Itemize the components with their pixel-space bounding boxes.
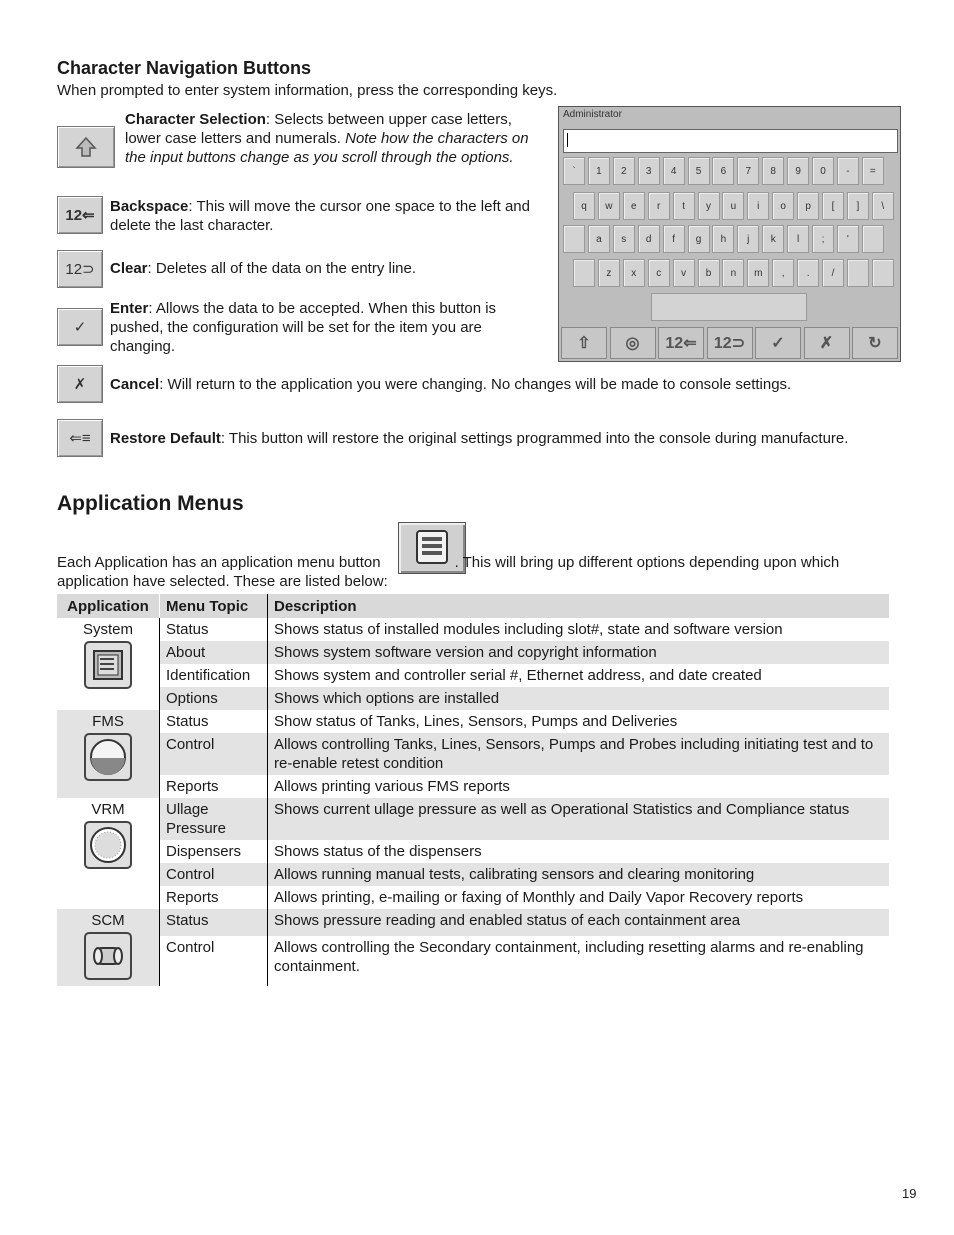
button-text: : Deletes all of the data on the entry line. bbox=[147, 260, 417, 277]
key[interactable]: 0 bbox=[812, 157, 834, 185]
table-row bbox=[57, 664, 889, 687]
table-row bbox=[57, 936, 889, 986]
table-row bbox=[57, 687, 889, 710]
clear-icon[interactable]: 12⊃ bbox=[707, 327, 753, 359]
enter-desc bbox=[110, 299, 530, 356]
key[interactable]: b bbox=[698, 259, 720, 287]
button-text: : This button will restore the original settings programmed into the console during manufacture. bbox=[220, 430, 849, 447]
button-text: : This will move the cursor one space to the left and delete the last character. bbox=[110, 198, 530, 234]
table-row bbox=[57, 710, 889, 733]
key[interactable]: v bbox=[673, 259, 695, 287]
key[interactable]: u bbox=[722, 192, 744, 220]
button-note: Note how the characters on the input buttons change as you scroll through the options. bbox=[125, 130, 529, 166]
table-row bbox=[57, 798, 889, 840]
menu-description: Shows system software version and copyright information bbox=[268, 641, 890, 664]
clear-icon: 12⊃ bbox=[65, 261, 95, 278]
application-cell bbox=[57, 909, 160, 986]
button-text: : Selects between upper case letters, lower case letters and numerals. bbox=[125, 111, 512, 147]
button-label: Enter bbox=[110, 300, 149, 317]
menu-topic: Status bbox=[160, 710, 268, 733]
restore-default-button[interactable] bbox=[57, 419, 103, 457]
entry-line-input[interactable] bbox=[563, 129, 898, 153]
key[interactable]: w bbox=[598, 192, 620, 220]
keyboard-title: Administrator bbox=[563, 109, 622, 120]
button-text: : Will return to the application you were changing. No changes will be made to console settings. bbox=[159, 376, 792, 393]
menu-description: Shows which options are installed bbox=[268, 687, 890, 710]
table-body bbox=[57, 618, 889, 986]
section-title-navigation: Character Navigation Buttons bbox=[57, 58, 312, 78]
cancel-desc bbox=[110, 375, 910, 394]
button-label: Character Selection bbox=[125, 111, 266, 128]
menu-topic: Control bbox=[160, 936, 268, 986]
key[interactable]: t bbox=[673, 192, 695, 220]
menu-topic: Ullage Pressure bbox=[160, 798, 268, 840]
space-key[interactable] bbox=[651, 293, 807, 321]
column-header: Application bbox=[57, 594, 160, 618]
key[interactable]: 8 bbox=[762, 157, 784, 185]
key[interactable]: = bbox=[862, 157, 884, 185]
up-arrow-icon bbox=[74, 135, 98, 159]
key[interactable]: [ bbox=[822, 192, 844, 220]
key[interactable]: ` bbox=[563, 157, 585, 185]
table-row bbox=[57, 840, 889, 863]
key[interactable]: e bbox=[623, 192, 645, 220]
menu-topic: Status bbox=[160, 909, 268, 936]
menu-topic: Reports bbox=[160, 775, 268, 798]
page-number: 19 bbox=[902, 1186, 917, 1201]
key[interactable]: , bbox=[772, 259, 794, 287]
menu-topic: Control bbox=[160, 863, 268, 886]
menu-topic: About bbox=[160, 641, 268, 664]
tank-level-icon bbox=[84, 733, 132, 781]
key[interactable]: p bbox=[797, 192, 819, 220]
cancel-icon[interactable]: ✗ bbox=[804, 327, 850, 359]
section-title-application-menus: Application Menus bbox=[57, 492, 244, 515]
menu-description: Allows printing, e-mailing or faxing of Monthly and Daily Vapor Recovery reports bbox=[274, 889, 804, 906]
backspace-desc bbox=[110, 197, 540, 235]
menu-topic: Dispensers bbox=[160, 840, 268, 863]
key[interactable] bbox=[847, 259, 869, 287]
key[interactable]: / bbox=[822, 259, 844, 287]
key[interactable]: ' bbox=[837, 225, 859, 253]
key[interactable]: q bbox=[573, 192, 595, 220]
clear-button[interactable] bbox=[57, 250, 103, 288]
key[interactable]: m bbox=[747, 259, 769, 287]
key[interactable]: 1 bbox=[588, 157, 610, 185]
application-name: SCM bbox=[91, 912, 125, 929]
table-row bbox=[57, 886, 889, 909]
menu-topic: Status bbox=[160, 618, 268, 641]
key[interactable]: f bbox=[663, 225, 685, 253]
key[interactable]: 2 bbox=[613, 157, 635, 185]
key[interactable]: ; bbox=[812, 225, 834, 253]
application-name: FMS bbox=[92, 713, 124, 730]
table-row bbox=[57, 641, 889, 664]
menu-description: Allows running manual tests, calibrating sensors and clearing monitoring bbox=[268, 863, 890, 886]
key[interactable]: a bbox=[588, 225, 610, 253]
backspace-icon[interactable]: 12⇐ bbox=[658, 327, 704, 359]
menu-topic: Reports bbox=[160, 886, 268, 909]
backspace-button[interactable] bbox=[57, 196, 103, 234]
key[interactable]: - bbox=[837, 157, 859, 185]
system-monitor-icon bbox=[84, 641, 132, 689]
restore-default-icon: ⇐≡ bbox=[69, 430, 91, 447]
section-intro: When prompted to enter system information, press the corresponding keys. bbox=[57, 82, 558, 99]
menu-description: Shows status of the dispensers bbox=[274, 843, 482, 860]
menu-description: Show status of Tanks, Lines, Sensors, Pumps and Deliveries bbox=[274, 713, 678, 730]
button-text: : Allows the data to be accepted. When this button is pushed, the configuration will be set for the item you are changing. bbox=[110, 300, 497, 355]
keyboard-panel bbox=[558, 106, 901, 362]
para-before: Each Application has an application menu button bbox=[57, 554, 381, 571]
cancel-button[interactable] bbox=[57, 365, 103, 403]
restore-icon[interactable]: ↻ bbox=[852, 327, 898, 359]
button-label: Restore Default bbox=[110, 430, 221, 447]
clear-desc bbox=[110, 259, 540, 278]
key[interactable]: x bbox=[623, 259, 645, 287]
para-after: . This will bring up different options depending upon which application have selected. These are listed below: bbox=[57, 554, 840, 590]
menu-description: Shows system and controller serial #, Ethernet address, and date created bbox=[274, 667, 762, 684]
cancel-icon: ✗ bbox=[73, 376, 87, 393]
key[interactable]: z bbox=[598, 259, 620, 287]
table-row bbox=[57, 909, 889, 936]
check-icon[interactable]: ✓ bbox=[755, 327, 801, 359]
key[interactable] bbox=[573, 259, 595, 287]
key[interactable]: \ bbox=[872, 192, 894, 220]
key[interactable]: 4 bbox=[663, 157, 685, 185]
key[interactable]: 9 bbox=[787, 157, 809, 185]
table-header-row bbox=[57, 594, 889, 618]
application-cell bbox=[57, 710, 160, 798]
menu-description: Shows pressure reading and enabled status of each containment area bbox=[268, 909, 890, 936]
column-header: Menu Topic bbox=[160, 594, 268, 618]
key[interactable]: n bbox=[722, 259, 744, 287]
key[interactable]: j bbox=[737, 225, 759, 253]
backspace-icon: 12⇐ bbox=[65, 207, 95, 224]
character-selection-desc bbox=[125, 110, 535, 167]
menu-topic: Identification bbox=[160, 664, 268, 687]
restore-default-desc bbox=[110, 429, 930, 448]
menu-description: Shows current ullage pressure as well as Operational Statistics and Compliance status bbox=[268, 798, 890, 840]
key[interactable]: h bbox=[712, 225, 734, 253]
menu-description: Allows controlling the Secondary containment, including resetting alarms and re-enabling containment. bbox=[274, 939, 864, 976]
key[interactable]: o bbox=[772, 192, 794, 220]
table-row bbox=[57, 775, 889, 798]
character-selection-button[interactable] bbox=[57, 126, 115, 168]
containment-pipe-icon bbox=[84, 932, 132, 980]
key[interactable]: g bbox=[688, 225, 710, 253]
menu-description: Allows controlling Tanks, Lines, Sensors, Pumps and Probes including initiating test and to re-enable retest condition bbox=[268, 733, 890, 775]
application-name: System bbox=[82, 621, 133, 638]
enter-button[interactable] bbox=[57, 308, 103, 346]
key[interactable]: r bbox=[648, 192, 670, 220]
menu-topic: Options bbox=[160, 687, 268, 710]
key[interactable]: 6 bbox=[712, 157, 734, 185]
key[interactable]: i bbox=[747, 192, 769, 220]
key[interactable]: d bbox=[638, 225, 660, 253]
key[interactable]: c bbox=[648, 259, 670, 287]
application-cell bbox=[57, 618, 160, 710]
application-name: VRM bbox=[91, 801, 125, 818]
button-label: Clear bbox=[110, 260, 148, 277]
table-row bbox=[57, 618, 889, 641]
key[interactable]: k bbox=[762, 225, 784, 253]
table-row bbox=[57, 863, 889, 886]
key[interactable]: y bbox=[698, 192, 720, 220]
key[interactable] bbox=[563, 225, 585, 253]
key[interactable]: ] bbox=[847, 192, 869, 220]
button-label: Cancel bbox=[110, 376, 160, 393]
text-cursor bbox=[567, 133, 568, 147]
key[interactable] bbox=[862, 225, 884, 253]
key[interactable] bbox=[872, 259, 894, 287]
key[interactable]: s bbox=[613, 225, 635, 253]
application-menus-paragraph bbox=[57, 553, 907, 591]
application-cell bbox=[57, 798, 160, 909]
button-label: Backspace bbox=[110, 198, 189, 215]
key[interactable]: l bbox=[787, 225, 809, 253]
menu-description: Shows status of installed modules including slot#, state and software version bbox=[274, 621, 783, 638]
key[interactable]: 3 bbox=[638, 157, 660, 185]
menu-topic: Control bbox=[160, 733, 268, 775]
column-header: Description bbox=[268, 594, 890, 618]
up-arrow-icon[interactable]: ⇧ bbox=[561, 327, 607, 359]
key[interactable]: . bbox=[797, 259, 819, 287]
globe-icon[interactable]: ◎ bbox=[610, 327, 656, 359]
vapor-recovery-icon bbox=[84, 821, 132, 869]
application-menu-table bbox=[57, 594, 889, 986]
menu-description: Allows printing various FMS reports bbox=[274, 778, 510, 795]
key[interactable]: 7 bbox=[737, 157, 759, 185]
table-row bbox=[57, 733, 889, 775]
check-icon: ✓ bbox=[73, 319, 87, 336]
key[interactable]: 5 bbox=[688, 157, 710, 185]
